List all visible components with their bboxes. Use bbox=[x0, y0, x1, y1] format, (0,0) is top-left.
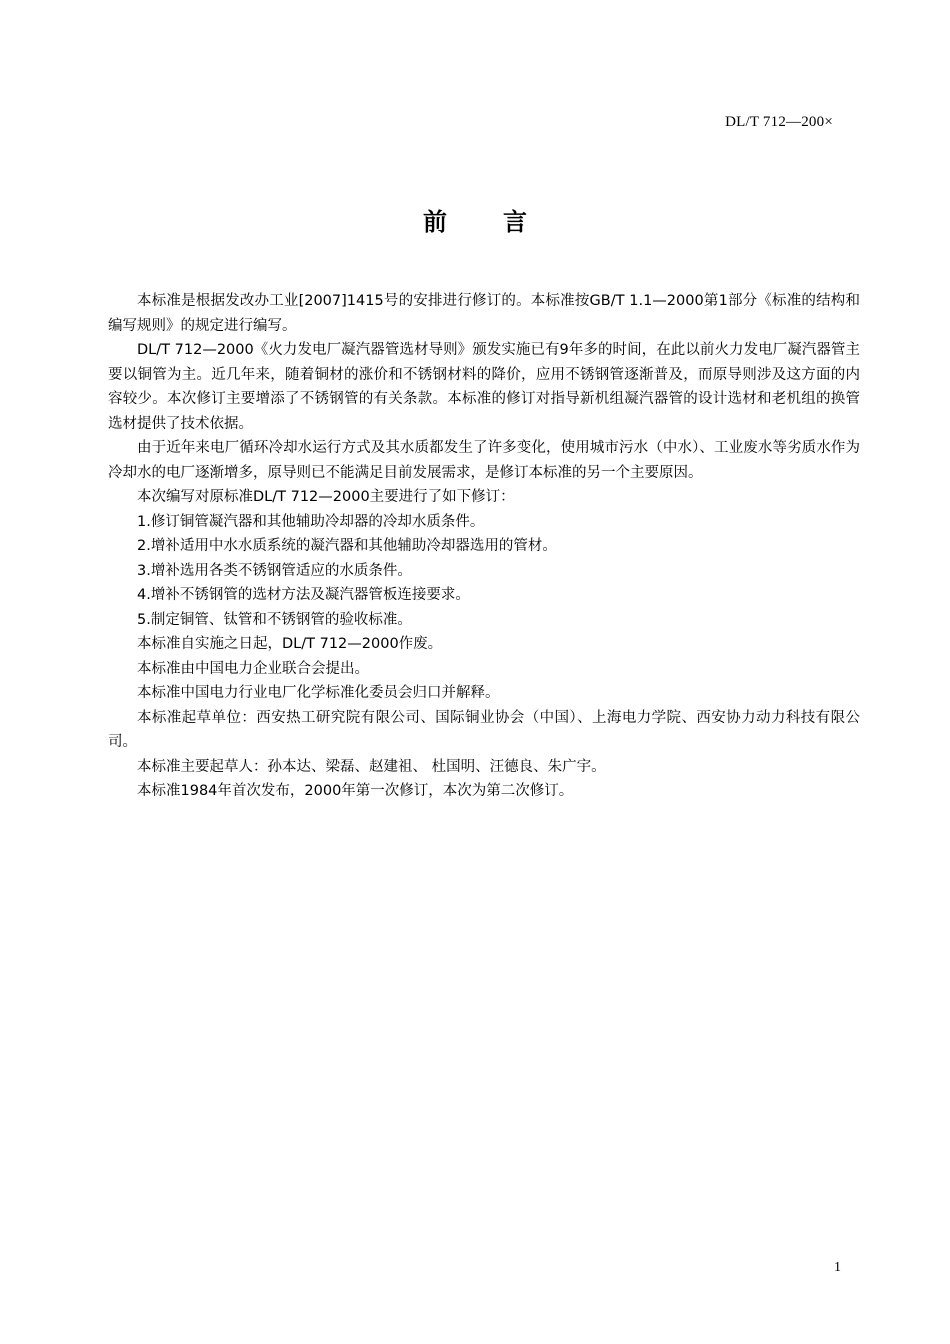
revision-item-5: 5.制定铜管、钛管和不锈钢管的验收标准。 bbox=[137, 611, 412, 628]
paragraph-drafters: 本标准主要起草人：孙本达、梁磊、赵建祖、 杜国明、汪德良、朱广宇。 bbox=[137, 758, 606, 775]
revision-item-1: 1.修订铜管凝汽器和其他辅助冷却器的冷却水质条件。 bbox=[137, 513, 485, 530]
revision-item-3: 3.增补选用各类不锈钢管适应的水质条件。 bbox=[137, 562, 412, 579]
paragraph-proposer: 本标准由中国电力企业联合会提出。 bbox=[137, 660, 369, 677]
revision-item-2: 2.增补适用中水水质系统的凝汽器和其他辅助冷却器选用的管材。 bbox=[137, 538, 557, 554]
page-number: 1 bbox=[834, 1260, 841, 1275]
paragraph-supersede: 本标准自实施之日起，DL/T 712—2000作废。 bbox=[137, 636, 443, 652]
title-char-2: 言 bbox=[503, 208, 527, 236]
paragraph-background: DL/T 712—2000《火力发电厂凝汽器管选材导则》颁发实施已有9年多的时间，在此以前火力发电厂凝汽器管主要以铜管为主。近几年来，随着铜材的涨价和不锈钢材料的降价，应用不锈钢管逐渐普及，而原导则涉及这方面的内容较少。本次修订主要增添了不锈钢管的有关条款。本标准的修订对指导新机组凝汽器管的设计选材和老机组的换管选材提供了技术依据。 bbox=[108, 342, 860, 432]
paragraph-revision-intro: 本次编写对原标准DL/T 712—2000主要进行了如下修订： bbox=[137, 489, 515, 505]
paragraph-history: 本标准1984年首次发布，2000年第一次修订，本次为第二次修订。 bbox=[137, 783, 574, 799]
paragraph-administrator: 本标准中国电力行业电厂化学标准化委员会归口并解释。 bbox=[137, 685, 500, 701]
preface-body bbox=[108, 289, 860, 804]
paragraph-reason: 由于近年来电厂循环冷却水运行方式及其水质都发生了许多变化，使用城市污水（中水）、工业废水等劣质水作为冷却水的电厂逐渐增多，原导则已不能满足目前发展需求，是修订本标准的另一个主要原因。 bbox=[108, 440, 860, 481]
paragraph-drafting-units: 本标准起草单位：西安热工研究院有限公司、国际铜业协会（中国）、上海电力学院、西安协力动力科技有限公司。 bbox=[108, 709, 860, 750]
page-title bbox=[0, 202, 950, 237]
title-char-1: 前 bbox=[423, 208, 447, 236]
document-code: DL/T 712—200× bbox=[725, 114, 833, 130]
revision-item-4: 4.增补不锈钢管的选材方法及凝汽器管板连接要求。 bbox=[137, 587, 470, 603]
paragraph-basis: 本标准是根据发改办工业[2007]1415号的安排进行修订的。本标准按GB/T 1.1—2000第1部分《标准的结构和编写规则》的规定进行编写。 bbox=[108, 293, 860, 334]
